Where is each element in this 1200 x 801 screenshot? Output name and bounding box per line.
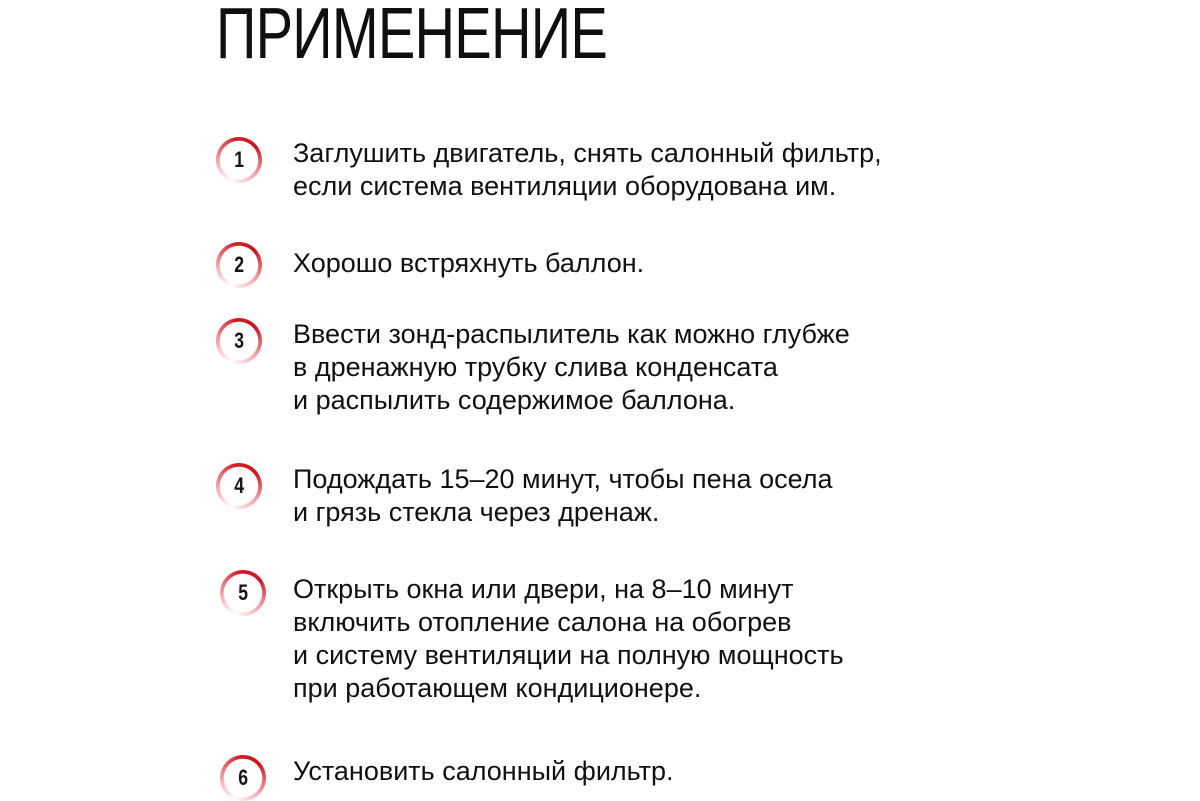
step-number-badge — [216, 318, 262, 364]
step-text — [293, 247, 644, 280]
step-text — [293, 463, 832, 529]
step-number-badge — [216, 463, 262, 509]
step-number: 5 — [238, 580, 248, 605]
step-number: 4 — [234, 473, 244, 498]
step-line: Открыть окна или двери, на 8–10 минут — [293, 574, 794, 604]
page-title: ПРИМЕНЕНИЕ — [216, 0, 608, 74]
step-line: Заглушить двигатель, снять салонный фильтр, — [293, 138, 882, 168]
step-text — [293, 573, 844, 705]
step-line: Ввести зонд-распылитель как можно глубже — [293, 319, 850, 349]
step-number: 3 — [234, 328, 244, 353]
step-line: Установить салонный фильтр. — [293, 756, 674, 786]
step-line: в дренажную трубку слива конденсата — [293, 352, 778, 382]
step-number: 2 — [234, 252, 244, 277]
step-line: Хорошо встряхнуть баллон. — [293, 248, 645, 278]
step-line: включить отопление салона на обогрев — [293, 607, 792, 637]
step-number-badge — [216, 137, 262, 183]
step-text — [293, 137, 882, 203]
step-number-badge — [216, 242, 262, 288]
step-line: Подождать 15–20 минут, чтобы пена осела — [293, 464, 833, 494]
step-line: при работающем кондиционере. — [293, 673, 702, 703]
step-number-badge — [220, 755, 266, 801]
step-line: и распылить содержимое баллона. — [293, 385, 736, 415]
step-line: и систему вентиляции на полную мощность — [293, 640, 844, 670]
step-number: 1 — [234, 147, 244, 172]
step-text — [293, 755, 674, 788]
step-text — [293, 318, 850, 417]
step-number: 6 — [238, 765, 248, 790]
step-line: если система вентиляции оборудована им. — [293, 171, 837, 201]
step-number-badge — [220, 570, 266, 616]
step-line: и грязь стекла через дренаж. — [293, 497, 660, 527]
